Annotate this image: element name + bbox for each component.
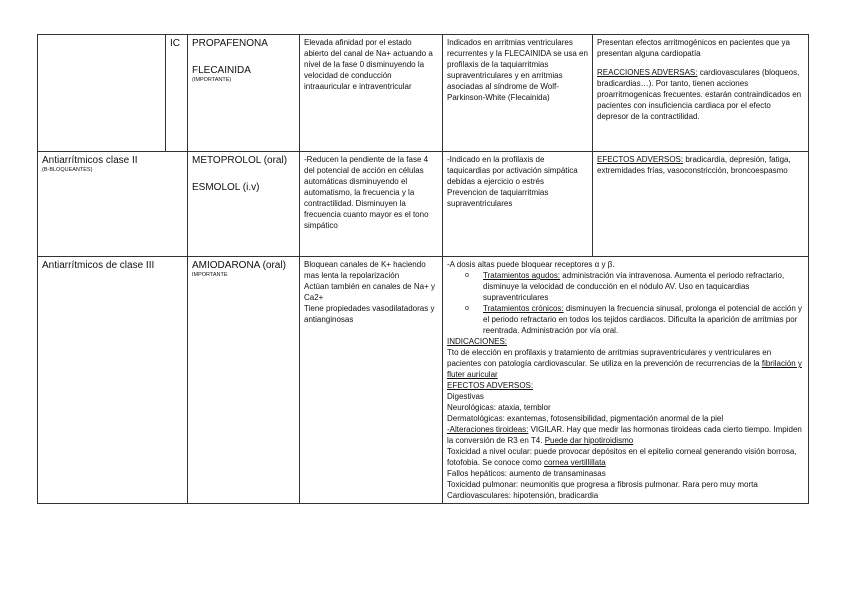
drug-cell — [188, 257, 300, 504]
effects-cell — [593, 152, 809, 257]
adverse-title: EFECTOS ADVERSOS: — [447, 381, 534, 390]
effects-title: REACCIONES ADVERSAS: — [597, 68, 698, 77]
drug-name: FLECAINIDA — [192, 65, 251, 76]
mechanism-text: -Reducen la pendiente de la fase 4 del potencial de acción en células automáticas disminuyendo el automatismo, la frecuencia y la contractilidad. Disminuyen la frecuencia cuanto mayor es el tono simpático — [304, 155, 429, 230]
detail-cell — [443, 257, 809, 504]
class-code-cell — [166, 35, 188, 152]
effects-cell — [593, 35, 809, 152]
indications-cell — [443, 152, 593, 257]
thyroid-title: -Alteraciones tiroideas: — [447, 425, 529, 434]
detail-intro: -A dosis altas puede bloquear receptores α y β. — [447, 260, 615, 269]
table-row — [38, 257, 809, 504]
group-name: Antiarrítmicos de clase III — [42, 260, 155, 271]
indications-text: -Indicado en la profilaxis de taquicardias por activación simpática debidas a ejercicio o estrés Prevencion de taquiarritmias supraventriculares — [447, 155, 578, 208]
adverse-thyroid: -Alteraciones tiroideas: VIGILAR. Hay que medir las hormonas tiroideas cada cierto tiempo. Impiden la conversión de R3 en T4. Puede dar hipotiroidismo — [447, 425, 802, 445]
effects-body: bradicardia, depresión, fatiga, extremidades frías, vasoconstricción, broncoespasmo — [597, 155, 791, 175]
drug-name: AMIODARONA (oral) — [192, 260, 286, 271]
mechanism-cell — [300, 257, 443, 504]
drug-cell — [188, 35, 300, 152]
effects-body: cardiovasculares (bloqueos, bradicardias…). Por tanto, tienen acciones proarritmogenicas frecuentes. estarán contraindicados en pacientes con insuficiencia cardiaca por el efecto depresor de la contractilidad. — [597, 68, 802, 121]
table-row — [38, 35, 809, 152]
class-code: IC — [170, 38, 180, 49]
antiarrhythmic-table — [37, 34, 809, 504]
mechanism-text: Elevada afinidad por el estado abierto del canal de Na+ actuando a nivel de la fase 0 disminuyendo la velocidad de conducción intraauricular e intraventricular — [304, 38, 433, 91]
drug-route: (oral) — [263, 155, 288, 166]
indications-text: Tto de elección en profilaxis y tratamiento de arritmias supraventriculares y ventriculares en pacientes con patología cardiovascular. Se utiliza en la prevención de recurrencias de la fibrilación y fluter auricular — [447, 348, 802, 379]
drug-name: METOPROLOL (oral) — [192, 155, 288, 166]
group-cell — [38, 152, 188, 257]
mechanism-cell — [300, 152, 443, 257]
group-cell — [38, 257, 188, 504]
group-name: Antiarrítmicos clase II — [42, 155, 138, 166]
drug-cell — [188, 152, 300, 257]
drug-route: (i.v) — [242, 182, 260, 193]
group-subtitle: (B-BLOQUEANTES) — [42, 167, 93, 173]
indications-title: INDICACIONES: — [447, 337, 508, 346]
adverse-pulmonary: Toxicidad pulmonar: neumonitis que progresa a fibrosis pulmonar. Rara pero muy morta — [447, 480, 758, 489]
indications-cell — [443, 35, 593, 152]
adverse-ocular: Toxicidad a nivel ocular: puede provocar depósitos en el epitelio corneal generando visión borrosa, fotofobia. Se conoce como cornea vertillillata — [447, 447, 797, 467]
acute-body: administración vía intravenosa. Aumenta el periodo refractario, disminuye la velocidad de conducción en el nódulo AV. Uso en taquicardias supraventriculares — [483, 271, 785, 302]
mechanism-cell — [300, 35, 443, 152]
mechanism-text: Bloquean canales de K+ haciendo mas lenta la repolarización Actúan también en canales de Na+ y Ca2+ Tiene propiedades vasodilatadoras y antianginosas — [304, 260, 435, 324]
drug-name: PROPAFENONA — [192, 38, 268, 49]
adverse-derm: Dermatológicas: exantemas, fotosensibilidad, pigmentación anormal de la piel — [447, 414, 724, 423]
indications-text: Indicados en arritmias ventriculares recurrentes y la FLECAINIDA se usa en profilaxis de la taquiarritmias supraventriculares y en arritmias asociadas al síndrome de Wolf-Parkinson-White (Flecainida) — [447, 38, 588, 102]
chronic-title: Tratamientos crónicos: — [483, 304, 564, 313]
bullet-acute — [447, 270, 804, 303]
table-row — [38, 152, 809, 257]
drug-note: IMPORTANTE — [192, 272, 228, 278]
drug-route: (oral) — [262, 260, 286, 271]
chronic-body: disminuyen la frecuencia sinusal, prolonga el potencial de acción y el periodo refractario en todos los tejidos cardiacos. Dificulta la aparición de arritmias por reentrada. Administración por vía oral. — [483, 304, 802, 335]
bullet-chronic — [447, 303, 804, 336]
drug-note: (IMPORTANTE) — [192, 77, 232, 83]
ocular-link: cornea vertillillata — [543, 458, 606, 467]
adverse-cardio: Cardiovasculares: hipotensión, bradicardia — [447, 491, 599, 500]
adverse-digestive: Digestivas — [447, 392, 484, 401]
effects-title: EFECTOS ADVERSOS: — [597, 155, 684, 164]
acute-title: Tratamientos agudos: — [483, 271, 561, 280]
indications-link: fibrilación y fluter auricular — [447, 359, 802, 379]
adverse-hepatic: Fallos hepáticos: aumento de transaminasas — [447, 469, 606, 478]
drug-name: ESMOLOL (i.v) — [192, 182, 260, 193]
group-cell — [38, 35, 166, 152]
effects-intro: Presentan efectos arritmogénicos en pacientes que ya presentan alguna cardiopatía — [597, 38, 791, 58]
adverse-neuro: Neurológicas: ataxia, temblor — [447, 403, 551, 412]
thyroid-link: Puede dar hipotiroidismo — [544, 436, 634, 445]
